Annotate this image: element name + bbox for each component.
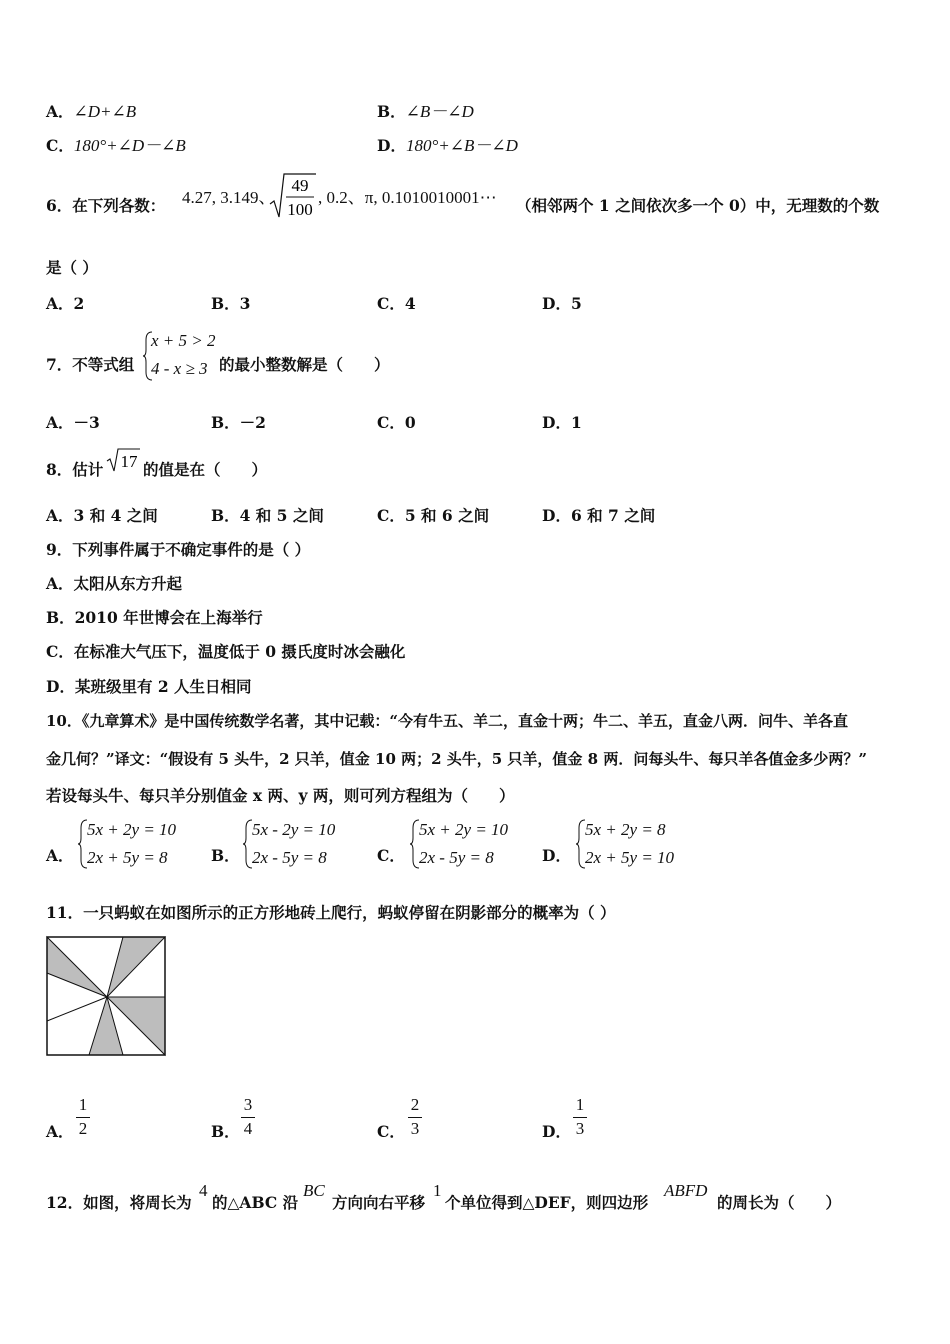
q10-line3: 若设每头牛、每只羊分别值金 x 两、y 两，则可列方程组为（ ）: [46, 786, 515, 805]
exam-page: A．∠D+∠B B．∠B－∠D C．180°+∠D－∠B D．180°+∠B－∠D 6．在下列各数： 4.27, 3.149、 49 100 , 0.2、π, 0.1010010001⋯ （相邻两个 1 之间依次多一个 0）中，无理数的个数 是（ ） A．2 B．3 C．4 D．5 7．不等式组 x + 5 > 2 4 - x ≥ 3 的最小整数解是（ ） A．－3 B．－2 C．0 D．1 8．估计 17 的值是在（ ） A．3 和 4 之间 B．4 和 5 之间 C．5 和 6 之间 D．6 和 7 之间 9．下列事件属于不确定事件的是（ ） A．太阳从东方升起 B．2010 年世博会在上海举行 C．在标准大气压下，温度低于 0 摄氏度时冰会融化 D．某班级里有 2 人生日相同 10．《九章算术》是中国传统数学名著，其中记载：“今有牛五、羊二，直金十两；牛二、羊五，直金八两．问牛、羊各直 金几何？”译文：“假设有 5 头牛，2 只羊，值金 10 两；2 头牛，5 只羊，值金 8 两．问每头牛、每只羊各值金多少两？” 若设每头牛、每只羊分别值金 x 两、y 两，则可列方程组为（ ） A． 5x + 2y = 10 2x + 5y = 8 B． 5x - 2y = 10 2x - 5y = 8 C． 5x + 2y = 10 2x - 5y = 8 D． 5x + 2y = 8 2x + 5y = 10 11．一只蚂蚁在如图所示的正方形地砖上爬行，蚂蚁停留在阴影部分的概率为（ ） A． 1 2 B． 3 4 C． 2 3 D． 1 3 12．如图，将周长为 4 的△ABC 沿 BC 方向向右平移 1 个单位得到△DEF，则四边形 ABFD 的周长为（ ）: [46, 102, 880, 1212]
q9-option-d[interactable]: D．某班级里有 2 人生日相同: [46, 677, 252, 696]
q7-suffix: 的最小整数解是（ ）: [219, 355, 390, 374]
q10-c-row1: 5x + 2y = 10: [419, 820, 509, 839]
q6-option-c[interactable]: C．4: [377, 294, 416, 313]
q5-option-d[interactable]: D．180°+∠B－∠D: [377, 136, 518, 155]
q7-option-a[interactable]: A．－3: [46, 413, 100, 432]
q10-c-row2: 2x - 5y = 8: [419, 848, 494, 867]
q7-row1: x + 5 > 2: [151, 331, 216, 350]
q10-d-row2: 2x + 5y = 10: [585, 848, 675, 867]
q5-option-a[interactable]: A．∠D+∠B: [46, 102, 137, 121]
q6-numbers-part1: 4.27, 3.149、: [182, 188, 276, 207]
q11-option-d-label[interactable]: D．: [542, 1122, 571, 1141]
q10-option-d-label[interactable]: D．: [542, 846, 571, 865]
q6-suffix: （相邻两个 1 之间依次多一个 0）中，无理数的个数: [516, 196, 880, 215]
q7-option-d[interactable]: D．1: [542, 413, 582, 432]
q12-v1: 4: [199, 1181, 208, 1200]
q11-tile-figure: [45, 935, 169, 1059]
q9-stem: 9．下列事件属于不确定事件的是（ ）: [46, 540, 311, 559]
q7-option-b[interactable]: B．－2: [211, 413, 266, 432]
q9-option-a[interactable]: A．太阳从东方升起: [46, 574, 183, 593]
q10-a-row2: 2x + 5y = 8: [87, 848, 168, 867]
shaded-region-2: [107, 937, 165, 997]
q7-row2: 4 - x ≥ 3: [151, 359, 208, 378]
q11-option-c-label[interactable]: C．: [377, 1122, 405, 1141]
q12-v2: BC: [303, 1181, 325, 1200]
shaded-region-1: [47, 937, 107, 997]
q12-v4: ABFD: [664, 1181, 708, 1200]
q10-line1: 10．《九章算术》是中国传统数学名著，其中记载：“今有牛五、羊二，直金十两；牛二、羊五，直金八两．问牛、羊各直: [46, 712, 849, 730]
q6-prefix: 6．在下列各数：: [46, 196, 166, 215]
q6-option-b[interactable]: B．3: [211, 294, 251, 313]
q8-option-d[interactable]: D．6 和 7 之间: [542, 506, 656, 525]
q8-option-b[interactable]: B．4 和 5 之间: [211, 506, 324, 525]
q7-prefix: 7．不等式组: [46, 355, 135, 374]
q12-v3: 1: [433, 1181, 442, 1200]
q11-stem: 11．一只蚂蚁在如图所示的正方形地砖上爬行，蚂蚁停留在阴影部分的概率为（ ）: [46, 903, 616, 922]
q6-line2: 是（ ）: [46, 258, 98, 277]
q10-option-c-label[interactable]: C．: [377, 846, 405, 865]
q6-option-d[interactable]: D．5: [542, 294, 582, 313]
q10-d-row1: 5x + 2y = 8: [585, 820, 666, 839]
q8-radicand: 17: [120, 452, 138, 471]
q6-numbers-part2: , 0.2、π, 0.1010010001⋯: [318, 188, 497, 207]
q5-option-b[interactable]: B．∠B－∠D: [377, 102, 474, 121]
q10-b-row2: 2x - 5y = 8: [252, 848, 327, 867]
q10-b-row1: 5x - 2y = 10: [252, 820, 336, 839]
q12-p5: 的周长为（ ）: [717, 1193, 842, 1212]
q8-option-a[interactable]: A．3 和 4 之间: [46, 506, 158, 525]
q11-option-a-label[interactable]: A．: [46, 1122, 74, 1141]
q6-sqrt-num: 49: [291, 176, 309, 195]
q10-option-a-label[interactable]: A．: [46, 846, 74, 865]
q5-option-c[interactable]: C．180°+∠D－∠B: [46, 136, 186, 155]
q6-sqrt-fraction: [268, 170, 318, 222]
q12-p3: 方向向右平移: [332, 1193, 426, 1212]
q8-sqrt: [106, 447, 142, 473]
q9-option-c[interactable]: C．在标准大气压下，温度低于 0 摄氏度时冰会融化: [46, 642, 406, 661]
q6-option-a[interactable]: A．2: [46, 294, 85, 313]
q10-option-b-label[interactable]: B．: [211, 846, 240, 865]
q9-option-b[interactable]: B．2010 年世博会在上海举行: [46, 608, 263, 627]
q6-sqrt-den: 100: [287, 200, 313, 219]
q12-p4: 个单位得到△DEF，则四边形: [445, 1193, 649, 1212]
q11-option-b-label[interactable]: B．: [211, 1122, 240, 1141]
q12-p1: 12．如图，将周长为: [46, 1193, 192, 1212]
q10-line2: 金几何？”译文：“假设有 5 头牛，2 只羊，值金 10 两；2 头牛，5 只羊，值金 8 两．问每头牛、每只羊各值金多少两？”: [46, 750, 867, 768]
q8-prefix: 8．估计: [46, 460, 104, 479]
q12-p2: 的△ABC 沿: [212, 1193, 299, 1212]
q10-a-row1: 5x + 2y = 10: [87, 820, 177, 839]
q8-option-c[interactable]: C．5 和 6 之间: [377, 506, 490, 525]
q7-option-c[interactable]: C．0: [377, 413, 416, 432]
q8-suffix: 的值是在（ ）: [143, 460, 268, 479]
